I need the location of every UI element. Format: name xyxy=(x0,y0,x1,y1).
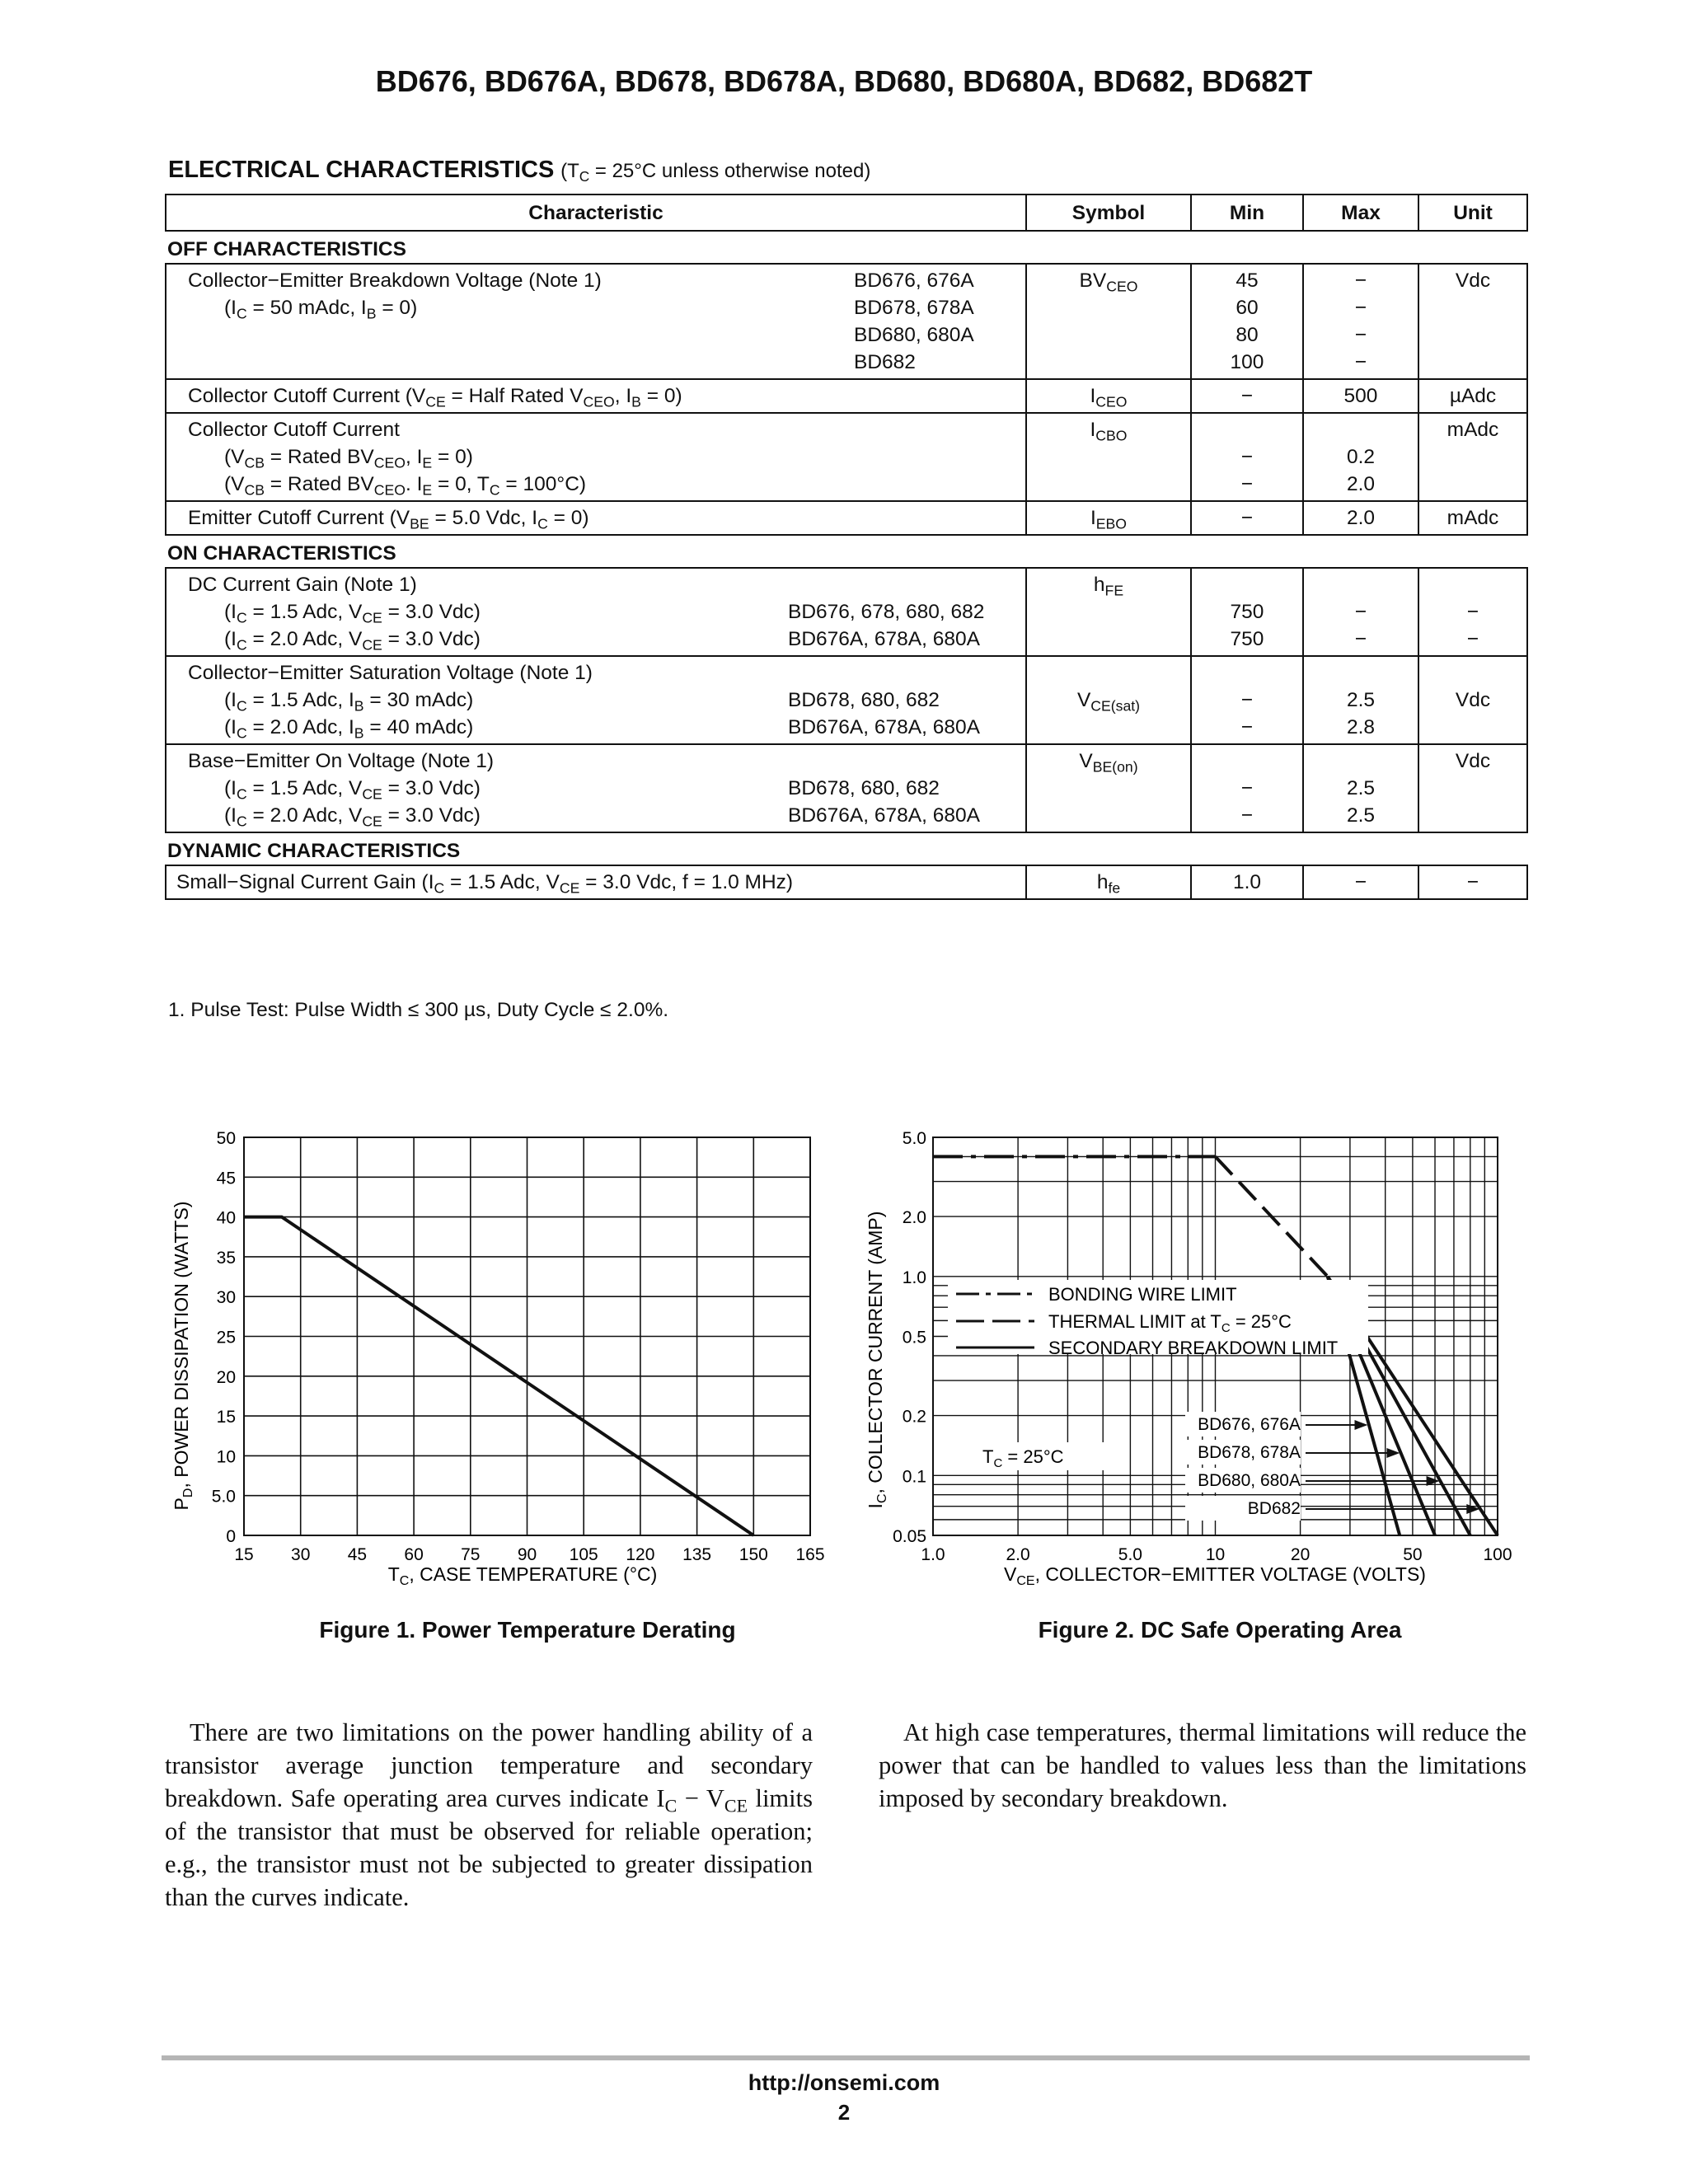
footnote: 1. Pulse Test: Pulse Width ≤ 300 µs, Duty Cycle ≤ 2.0%. xyxy=(168,999,669,1021)
figure-2-chart xyxy=(857,1121,1550,1599)
table-row: Collector−Emitter Saturation Voltage (Note 1) ($I_C = 1.5$ Adc, $I_B = 30$ mAdc) ($I_C = 2.0$ Adc, $I_B = 40$ mAdc) BD678, 680, 682 BD676A, 678A, 680A $V_{CE(sat)}$ − − 2.5 2.8 Vdc xyxy=(166,656,1527,744)
section-off: OFF CHARACTERISTICS xyxy=(166,231,1527,264)
fig1-x-tick-label: 135 xyxy=(682,1545,712,1564)
table-row: Small−Signal Current Gain ($I_C = 1.5$ Adc, $V_{CE} = 3.0$ Vdc, f = 1.0 MHz) $h_{fe}$ 1.0 − − xyxy=(166,865,1527,899)
table-row: Collector Cutoff Current ($V_{CE}$ = Half Rated $V_{CEO}$, $I_B = 0$) $I_{CEO}$ − 500 µAdc xyxy=(166,379,1527,413)
col-header-symbol: Symbol xyxy=(1026,194,1191,231)
col-header-min: Min xyxy=(1191,194,1303,231)
table-row: Emitter Cutoff Current ($V_{BE} = 5.0$ Vdc, $I_C = 0$) $I_{EBO}$ − 2.0 mAdc xyxy=(166,501,1527,535)
fig1-y-tick-label: 40 xyxy=(216,1208,236,1228)
fig1-y-tick-label: 5.0 xyxy=(211,1487,236,1507)
fig1-y-tick-label: 30 xyxy=(216,1288,236,1308)
fig2-y-tick-label: 1.0 xyxy=(902,1268,926,1287)
fig1-x-tick-label: 165 xyxy=(795,1545,825,1564)
fig2-x-tick-label: 10 xyxy=(1205,1545,1226,1564)
fig1-x-tick-label: 60 xyxy=(404,1545,424,1564)
ec-heading-text: ELECTRICAL CHARACTERISTICS xyxy=(168,157,555,183)
table-row: Collector Cutoff Current ($V_{CB}$ = Rated $BV_{CEO}$, $I_E = 0$) ($V_{CB}$ = Rated $BV_{CEO}$. $I_E = 0$, $T_C = 100^\circ C$) $I_{CBO}$ − − 0.2 2.0 mAdc xyxy=(166,413,1527,501)
fig1-x-tick-label: 45 xyxy=(347,1545,368,1564)
fig2-x-tick-label: 100 xyxy=(1483,1545,1512,1564)
fig2-device-label: BD682 xyxy=(1247,1499,1301,1518)
fig2-y-tick-label: 0.5 xyxy=(902,1328,926,1347)
footer-url: http://onsemi.com xyxy=(748,2070,940,2095)
ec-heading xyxy=(168,157,870,184)
fig2-x-tick-label: 20 xyxy=(1290,1545,1311,1564)
fig1-y-tick-label: 45 xyxy=(216,1169,236,1188)
fig1-x-tick-label: 150 xyxy=(738,1545,768,1564)
legend-label-bonding: BONDING WIRE LIMIT xyxy=(1048,1284,1237,1305)
fig2-y-tick-label: 0.2 xyxy=(902,1407,926,1427)
fig1-y-tick-label: 0 xyxy=(226,1527,236,1546)
fig2-y-tick-label: 2.0 xyxy=(902,1208,926,1228)
body-paragraph-left: There are two limitations on the power handling ability of a transistor average junction temperature and secondary breakdown. Safe operating area curves indicate $I_C - V_{CE}$ limits of the transistor that must be observed for reliable operation; e.g., the transistor must not be subjected to greater dissipation than the curves indicate. xyxy=(165,1718,813,1911)
section-dynamic: DYNAMIC CHARACTERISTICS xyxy=(166,832,1527,865)
col-header-unit: Unit xyxy=(1418,194,1527,231)
figure-1-chart xyxy=(165,1121,849,1599)
fig1-x-tick-label: 30 xyxy=(291,1545,311,1564)
fig1-y-tick-label: 15 xyxy=(216,1408,236,1427)
fig2-y-axis-label: $I_C$, COLLECTOR CURRENT (AMP) xyxy=(865,1211,889,1509)
fig2-device-label: BD680, 680A xyxy=(1198,1471,1301,1490)
fig1-x-tick-label: 90 xyxy=(517,1545,537,1564)
fig2-annotation: $T_C = 25^\circ C$ xyxy=(982,1446,1064,1470)
ec-condition: ($T_C = 25^\circ C$ unless otherwise noted) xyxy=(560,160,871,185)
legend-label-thermal: THERMAL LIMIT at $T_C = 25^\circ C$ xyxy=(1048,1311,1292,1335)
fig2-y-tick-label: 0.1 xyxy=(902,1467,926,1487)
fig2-x-axis-label: $V_{CE}$, COLLECTOR−EMITTER VOLTAGE (VOLTS) xyxy=(1004,1563,1426,1588)
fig1-y-tick-label: 25 xyxy=(216,1328,236,1347)
table-row: Base−Emitter On Voltage (Note 1) ($I_C = 1.5$ Adc, $V_{CE} = 3.0$ Vdc) ($I_C = 2.0$ Adc, $V_{CE} = 3.0$ Vdc) BD678, 680, 682 BD676A, 678A, 680A $V_{BE(on)}$ − − 2.5 2.5 Vdc xyxy=(166,744,1527,832)
electrical-characteristics-table xyxy=(165,194,1528,900)
fig2-x-tick-label: 50 xyxy=(1403,1545,1423,1564)
section-on: ON CHARACTERISTICS xyxy=(166,535,1527,568)
fig2-y-tick-label: 0.05 xyxy=(893,1527,926,1546)
fig1-y-tick-label: 20 xyxy=(216,1367,236,1387)
fig2-leader-arrow xyxy=(1354,1420,1367,1430)
body-paragraph-right: At high case temperatures, thermal limitations will reduce the power that can be handled to values less than the limitations imposed by secondary breakdown. xyxy=(879,1718,1526,1812)
fig1-x-axis-label: $T_C$, CASE TEMPERATURE (°C) xyxy=(387,1563,658,1588)
col-header-max: Max xyxy=(1303,194,1418,231)
fig1-y-axis-label: $P_D$, POWER DISSIPATION (WATTS) xyxy=(171,1201,195,1511)
page-number: 2 xyxy=(837,2100,851,2125)
fig2-y-tick-label: 5.0 xyxy=(902,1129,926,1148)
figure-2-caption: Figure 2. DC Safe Operating Area xyxy=(1038,1617,1402,1643)
legend-label-secondary: SECONDARY BREAKDOWN LIMIT xyxy=(1048,1338,1339,1358)
fig1-y-tick-label: 35 xyxy=(216,1248,236,1268)
col-header-characteristic: Characteristic xyxy=(166,194,1026,231)
fig2-device-label: BD678, 678A xyxy=(1198,1443,1301,1462)
fig1-x-tick-label: 75 xyxy=(461,1545,481,1564)
page-title: BD676, BD676A, BD678, BD678A, BD680, BD680A, BD682, BD682T xyxy=(375,64,1313,98)
table-row: DC Current Gain (Note 1) ($I_C = 1.5$ Adc, $V_{CE} = 3.0$ Vdc) ($I_C = 2.0$ Adc, $V_{CE} = 3.0$ Vdc) BD676, 678, 680, 682 BD676A, 678A, 680A $h_{FE}$ 750 750 − − − − xyxy=(166,568,1527,656)
fig1-y-tick-label: 50 xyxy=(216,1129,236,1148)
table-row: Collector−Emitter Breakdown Voltage (Note 1) ($I_C = 50$ mAdc, $I_B = 0$) BD676, 676A BD678, 678A BD680, 680A BD682 $BV_{CEO}$ 45 60 80 100 − − − − Vdc xyxy=(166,264,1527,379)
fig2-x-tick-label: 2.0 xyxy=(1006,1545,1030,1564)
table-header-row xyxy=(166,194,1527,231)
fig1-x-tick-label: 105 xyxy=(569,1545,598,1564)
footer-divider xyxy=(162,2055,1530,2060)
fig2-x-tick-label: 5.0 xyxy=(1118,1545,1142,1564)
fig2-x-tick-label: 1.0 xyxy=(921,1545,945,1564)
fig1-x-tick-label: 15 xyxy=(234,1545,254,1564)
fig1-y-tick-label: 10 xyxy=(216,1447,236,1467)
fig2-device-label: BD676, 676A xyxy=(1198,1415,1301,1434)
figure-1-caption: Figure 1. Power Temperature Derating xyxy=(319,1617,736,1643)
fig1-x-tick-label: 120 xyxy=(626,1545,655,1564)
